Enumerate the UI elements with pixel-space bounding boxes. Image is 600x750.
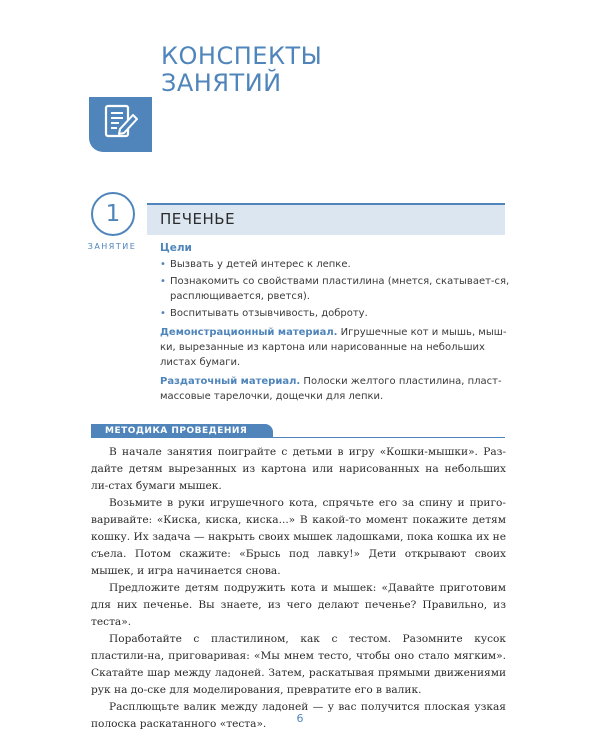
method-paragraph: Расплющьте валик между ладоней — у вас получится плоская узкая полоска раскатанного «теста». — [91, 701, 506, 730]
demo-materials-text: Игрушечные кот и мышь, мыш-ки, вырезанные из картона или нарисованные на небольших листах бумаги. — [160, 327, 507, 368]
method-paragraph: Поработайте с пластилином, как с тестом. Разомните кусок пластили-на, приговаривая: «Мы мнем тесто, чтобы оно стало мягким». Скатайте шар между ладоней. Затем, раскатывая прямыми движениями рук на до-ске для моделирования, превратите его в валик. — [91, 633, 506, 696]
handout-materials-text: Полоски желтого пластилина, пласт-массовые тарелочки, дощечки для лепки. — [160, 376, 502, 402]
notes-pencil-icon — [89, 97, 152, 152]
lesson-title: ПЕЧЕНЬЕ — [160, 210, 236, 228]
demo-materials-label: Демонстрационный материал. — [160, 327, 338, 338]
page-number: 6 — [296, 712, 304, 725]
handout-materials-label: Раздаточный материал. — [160, 376, 301, 387]
goals-block — [160, 241, 510, 404]
handout-materials — [160, 374, 510, 404]
lesson-label: ЗАНЯТИЕ — [87, 242, 137, 251]
heading-line-2: ЗАНЯТИЙ — [161, 69, 282, 97]
section-heading — [161, 43, 322, 97]
method-paragraph: Предложите детям подружить кота и мышек: «Давайте приготовим для них печенье. Вы знаете, из чего делают печенье? Правильно, из теста». — [91, 582, 506, 628]
method-body — [91, 444, 506, 733]
goal-item: • Воспитывать отзывчивость, доброту. — [160, 306, 510, 321]
goal-item: • Вызвать у детей интерес к лепке. — [160, 257, 510, 272]
method-paragraph: Возьмите в руки игрушечного кота, спрячьте его за спину и приго-варивайте: «Киска, киска, киска...» В какой-то момент покажите детям кошку. Их задача — накрыть своих мышек ладошками, пока кошка их не съела. Потом скажите: «Брысь под лавку!» Дети открывают своих мышек, и игра начинается снова. — [91, 497, 506, 577]
heading-line-1: КОНСПЕКТЫ — [161, 42, 323, 70]
demo-materials — [160, 325, 510, 370]
goal-item: • Познакомить со свойствами пластилина (мнется, скатывает-ся, расплющивается, рвется). — [160, 274, 510, 304]
method-paragraph: В начале занятия поиграйте с детьми в игру «Кошки-мышки». Раз-дайте детям вырезанных из картона или нарисованных на небольших ли-стах бумаги мышек. — [91, 446, 506, 492]
goals-title: Цели — [160, 242, 192, 254]
lesson-number: 1 — [91, 192, 135, 236]
method-section-label: МЕТОДИКА ПРОВЕДЕНИЯ — [91, 424, 273, 438]
lesson-title-bar — [147, 203, 505, 235]
section-divider — [273, 437, 505, 438]
